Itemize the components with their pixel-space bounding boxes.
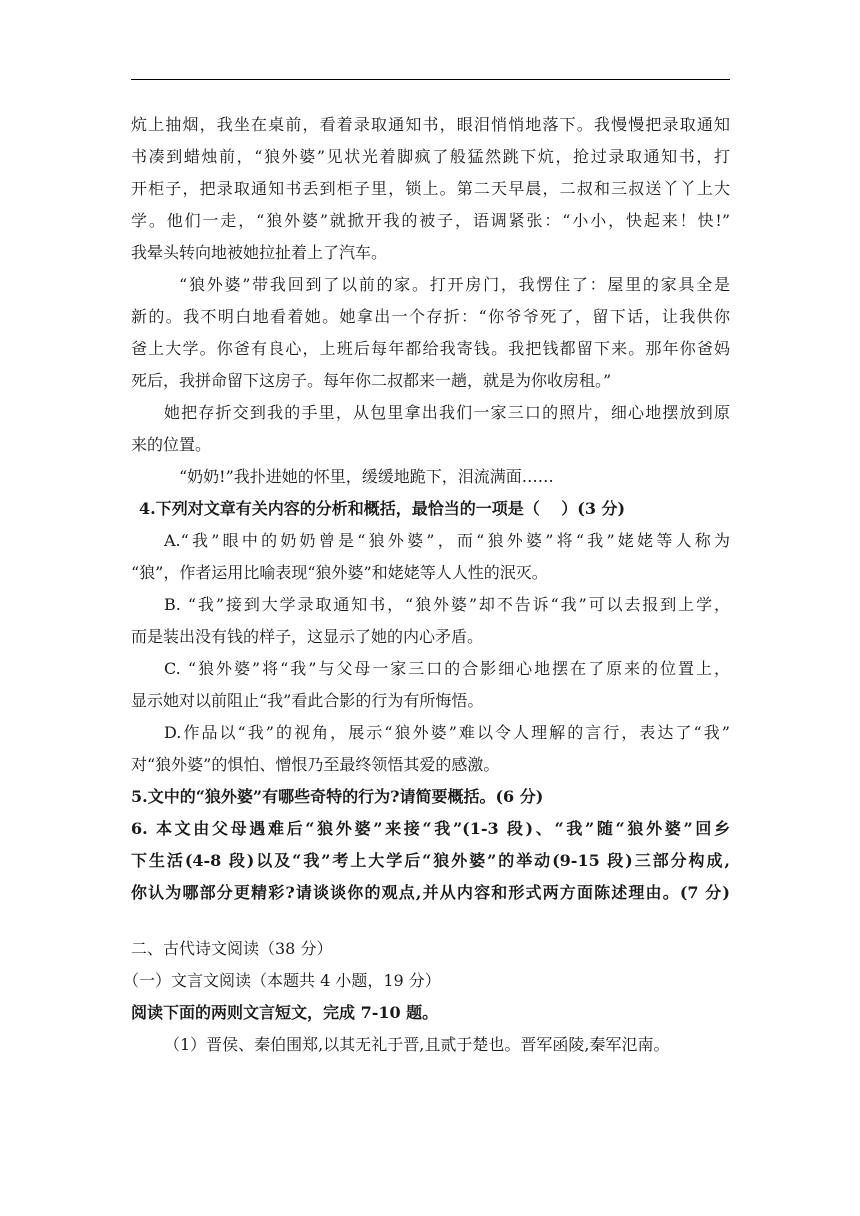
passage-line: 来的位置。 <box>131 435 212 454</box>
question-4-option-b-continued: 而是装出没有钱的样子，这显示了她的内心矛盾。 <box>131 627 484 646</box>
passage-line: 我晕头转向地被她拉扯着上了汽车。 <box>131 243 388 262</box>
question-4-option-c: C. “狼外婆”将“我”与父母一家三口的合影细心地摆在了原来的位置上， <box>164 659 730 678</box>
passage-line: 新的。我不明白地看着她。她拿出一个存折：“你爷爷死了，留下话，让我供你 <box>131 307 730 326</box>
passage-line: 死后，我拼命留下这房子。每年你二叔都来一趟，就是为你收房租。” <box>131 371 612 390</box>
question-4-stem: 4.下列对文章有关内容的分析和概括，最恰当的一项是（ ）(3 分) <box>139 499 626 518</box>
question-6-line: 下生活(4-8 段)以及“我”考上大学后“狼外婆”的举动(9-15 段)三部分构成, <box>131 851 730 870</box>
passage-line: 她把存折交到我的手里，从包里拿出我们一家三口的照片，细心地摆放到原 <box>164 403 730 422</box>
passage-line: 学。他们一走，“狼外婆”就掀开我的被子，语调紧张：“小小，快起来！快!” <box>131 211 730 230</box>
subsection-heading: （一）文言文阅读（本题共 4 小题，19 分） <box>123 971 441 990</box>
question-4-option-d: D.作品以“我”的视角，展示“狼外婆”难以令人理解的言行，表达了“我” <box>164 723 730 742</box>
question-4-option-a-continued: “狼”，作者运用比喻表现“狼外婆”和姥姥等人人性的泯灭。 <box>131 563 548 582</box>
section-heading: 二、古代诗文阅读（38 分） <box>131 939 333 958</box>
question-4-option-d-continued: 对“狼外婆”的惧怕、憎恨乃至最终领悟其爱的感激。 <box>131 755 500 774</box>
passage-line: “奶奶!”我扑进她的怀里，缓缓地跪下，泪流满面…… <box>179 467 554 486</box>
question-4-option-b: B. “我”接到大学录取通知书，“狼外婆”却不告诉“我”可以去报到上学， <box>164 595 730 614</box>
question-6-line: 你认为哪部分更精彩?请谈谈你的观点,并从内容和形式两方面陈述理由。(7 分) <box>131 883 730 902</box>
header-rule <box>131 79 730 80</box>
passage-line: “狼外婆”带我回到了以前的家。打开房门，我愣住了：屋里的家具全是 <box>179 275 730 294</box>
passage-line: 爸上大学。你爸有良心，上班后每年都给我寄钱。我把钱都留下来。那年你爸妈 <box>131 339 730 358</box>
classical-text-line: （1）晋侯、秦伯围郑,以其无礼于晋,且贰于楚也。晋军函陵,秦军氾南。 <box>164 1035 670 1054</box>
question-4-option-c-continued: 显示她对以前阻止“我”看此合影的行为有所悔悟。 <box>131 691 484 710</box>
passage-line: 书凑到蜡烛前，“狼外婆”见状光着脚疯了般猛然跳下炕，抢过录取通知书，打 <box>131 147 730 166</box>
question-4-option-a: A.“我”眼中的奶奶曾是“狼外婆”，而“狼外婆”将“我”姥姥等人称为 <box>164 531 730 550</box>
reading-instruction: 阅读下面的两则文言短文，完成 7-10 题。 <box>131 1003 439 1022</box>
passage-line: 开柜子，把录取通知书丢到柜子里，锁上。第二天早晨，二叔和三叔送丫丫上大 <box>131 179 730 198</box>
question-5: 5.文中的“狼外婆”有哪些奇特的行为?请简要概括。(6 分) <box>131 787 544 806</box>
passage-line: 炕上抽烟，我坐在桌前，看着录取通知书，眼泪悄悄地落下。我慢慢把录取通知 <box>131 115 730 134</box>
question-6-line: 6. 本文由父母遇难后“狼外婆”来接“我”(1-3 段)、“我”随“狼外婆”回乡 <box>131 819 730 838</box>
